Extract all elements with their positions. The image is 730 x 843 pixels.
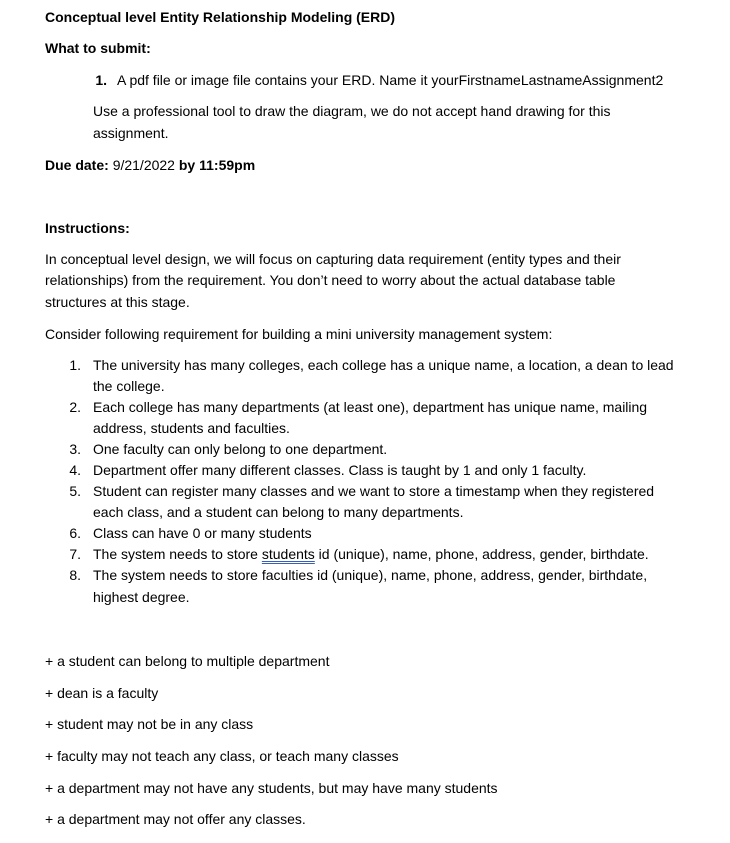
due-date-value: 9/21/2022: [112, 157, 175, 173]
requirement-text: The system needs to store faculties id (unique), name, phone, address, gender, birthdate,: [93, 567, 648, 583]
document-title: Conceptual level Entity Relationship Modeling (ERD): [45, 9, 396, 25]
intro-line: structures at this stage.: [45, 294, 190, 310]
due-date-time: 11:59pm: [199, 157, 256, 173]
requirement-text: The university has many colleges, each college has a unique name, a location, a dean to lead: [93, 357, 674, 373]
requirement-text-cont: highest degree.: [93, 589, 190, 605]
requirement-text: One faculty can only belong to one department.: [93, 441, 388, 457]
requirement-number: 1.: [69, 357, 81, 373]
submit-note-cont: assignment.: [93, 125, 169, 141]
consider-line: Consider following requirement for building a mini university management system:: [45, 326, 553, 342]
submit-heading: What to submit:: [45, 40, 151, 56]
requirement-number: 5.: [69, 483, 81, 499]
note-item: + a department may not offer any classes.: [45, 811, 306, 827]
spellcheck-underlined-word: students: [261, 546, 315, 562]
note-item: + a department may not have any students, but may have many students: [45, 780, 498, 796]
requirement-text: Student can register many classes and we want to store a timestamp when they registered: [93, 483, 655, 499]
requirement-number: 4.: [69, 462, 81, 478]
requirement-number: 7.: [69, 546, 81, 562]
intro-line: In conceptual level design, we will focus on capturing data requirement (entity types and their: [45, 251, 621, 267]
requirement-number: 2.: [69, 399, 81, 415]
requirement-text-cont: the college.: [93, 378, 165, 394]
submit-item-text: A pdf file or image file contains your ERD. Name it yourFirstnameLastnameAssignment2: [117, 72, 664, 88]
due-date-line: [45, 155, 255, 175]
note-item: + student may not be in any class: [45, 716, 254, 732]
intro-line: relationships) from the requirement. You don’t need to worry about the actual database table: [45, 272, 616, 288]
note-item: + dean is a faculty: [45, 685, 159, 701]
requirement-text-cont: address, students and faculties.: [93, 420, 290, 436]
requirement-number: 3.: [69, 441, 81, 457]
requirement-text: Department offer many different classes. Class is taught by 1 and only 1 faculty.: [93, 462, 587, 478]
requirement-text: Each college has many departments (at least one), department has unique name, mailing: [93, 399, 648, 415]
note-item: + faculty may not teach any class, or teach many classes: [45, 748, 399, 764]
submit-note: Use a professional tool to draw the diagram, we do not accept hand drawing for this: [93, 103, 611, 119]
requirement-text-part: The system needs to store: [93, 546, 262, 562]
requirement-text: [93, 544, 649, 564]
requirement-text-cont: each class, and a student can belong to many departments.: [93, 504, 464, 520]
requirement-number: 8.: [69, 567, 81, 583]
due-date-label: Due date:: [45, 157, 109, 173]
requirement-number: 6.: [69, 525, 81, 541]
submit-item-number: 1.: [95, 72, 107, 88]
note-item: + a student can belong to multiple department: [45, 653, 330, 669]
instructions-heading: Instructions:: [45, 220, 130, 236]
requirement-text-part: id (unique), name, phone, address, gender, birthdate.: [314, 546, 649, 562]
requirement-text: Class can have 0 or many students: [93, 525, 312, 541]
due-date-by: by: [178, 157, 196, 173]
